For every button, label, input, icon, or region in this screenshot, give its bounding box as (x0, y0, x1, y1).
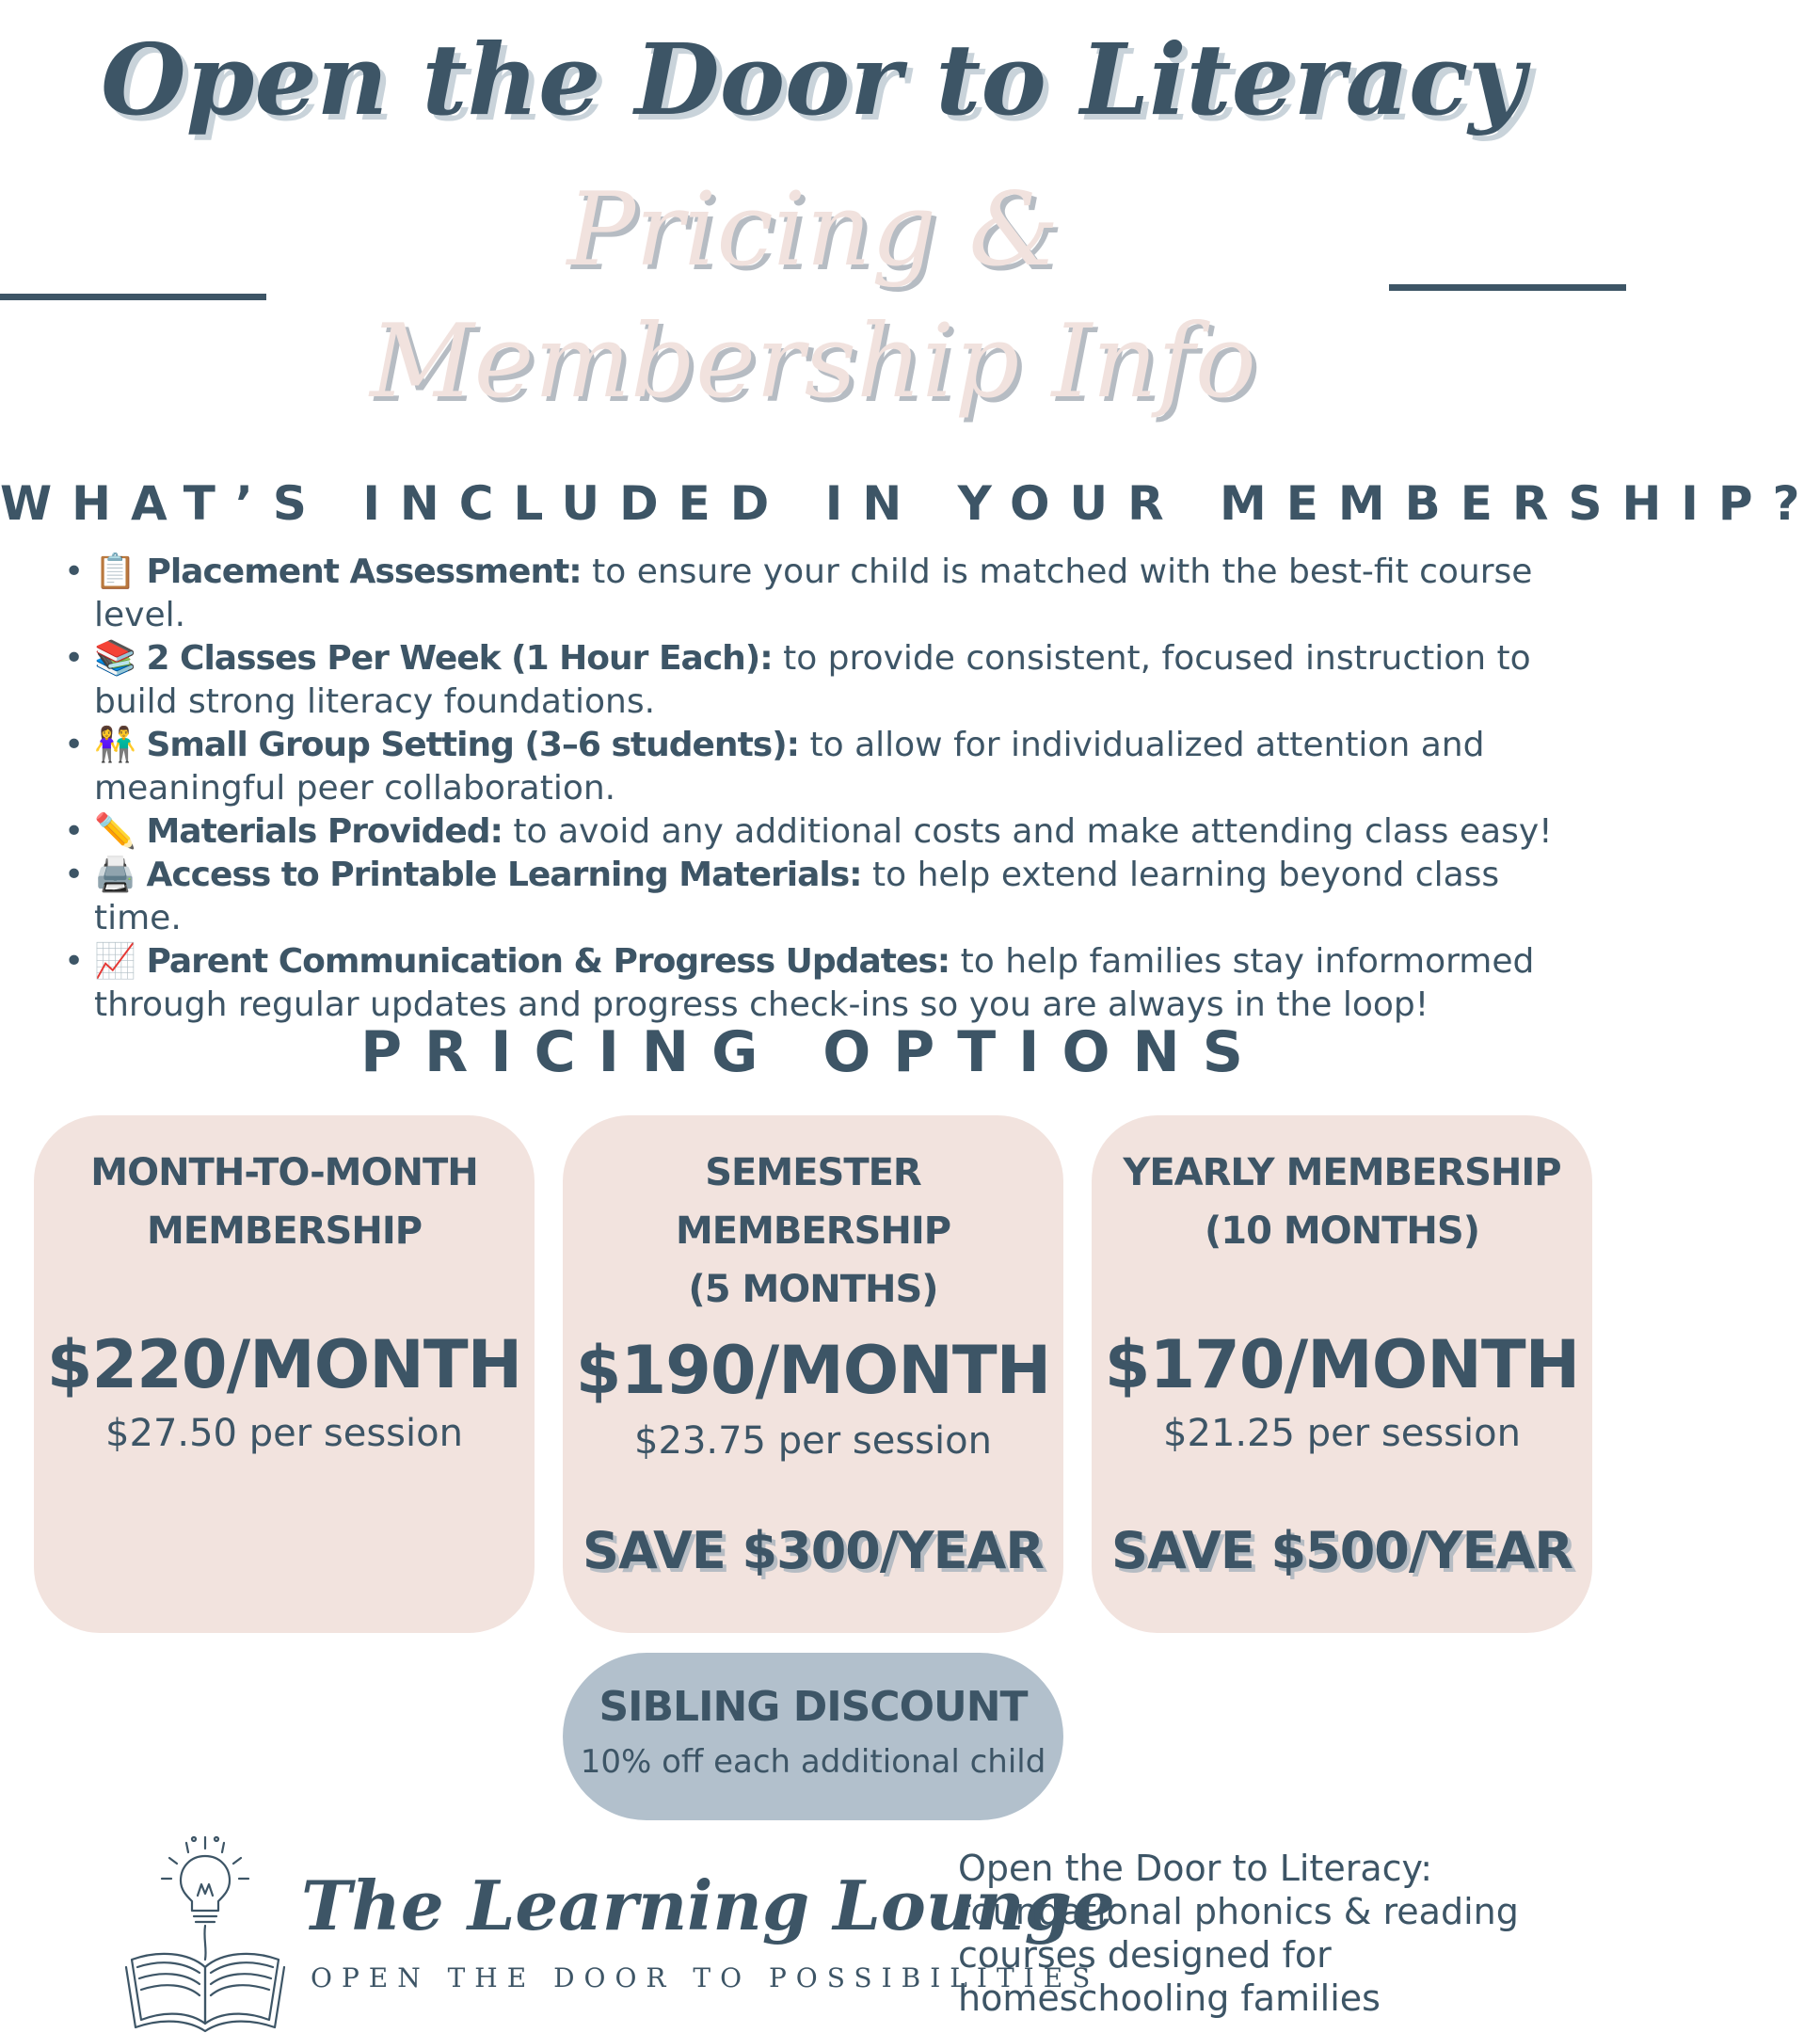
chart-increasing-icon: 📈 (94, 942, 136, 981)
subtitle-line-2: Membership Info (370, 303, 1256, 421)
card-per-session: $27.50 per session (105, 1412, 463, 1455)
feature-text: to allow for individualized attention and meaningful peer collaboration. (94, 726, 1485, 808)
subtitle-line-1: Pricing & (567, 171, 1060, 289)
feature-item: • 👫 Small Group Setting (3–6 students): to allow for individualized attention and meaningful peer collaboration. (64, 726, 1485, 808)
brand-tagline: OPEN THE DOOR TO POSSIBILITIES (311, 1962, 1100, 1993)
pricing-card-yearly (1092, 1115, 1592, 1633)
card-per-session: $23.75 per session (634, 1419, 992, 1463)
feature-text: to ensure your child is matched with the best-fit course level. (94, 552, 1533, 634)
feature-title: Access to Printable Learning Materials: (146, 856, 862, 894)
card-price: $170/MONTH (1104, 1326, 1580, 1403)
feature-title: Materials Provided: (146, 812, 503, 851)
pricing-heading: PRICING OPTIONS (360, 1019, 1266, 1085)
pricing-card-semester (563, 1115, 1063, 1633)
left-divider (0, 294, 266, 300)
card-title: YEARLY MEMBERSHIP (10 MONTHS) (1123, 1151, 1561, 1253)
card-title: SEMESTER MEMBERSHIP (5 MONTHS) (675, 1151, 951, 1311)
sibling-text: 10% off each additional child (580, 1743, 1046, 1781)
feature-title: 2 Classes Per Week (1 Hour Each): (146, 639, 773, 678)
sibling-discount-badge (563, 1653, 1063, 1820)
books-icon: 📚 (94, 639, 136, 678)
main-title: Open the Door to Literacy (101, 22, 1525, 137)
card-title: MONTH-TO-MONTH MEMBERSHIP (90, 1151, 478, 1253)
feature-text: to help families stay informormed through regular updates and progress check-ins so you are always in the loop! (94, 942, 1535, 1024)
feature-text: to provide consistent, focused instruction to build strong literacy foundations. (94, 639, 1531, 721)
feature-text: to avoid any additional costs and make attending class easy! (502, 812, 1553, 851)
included-heading: WHAT’S INCLUDED IN YOUR MEMBERSHIP? (0, 476, 1820, 531)
open-book-lightbulb-icon (113, 1835, 301, 2033)
card-price: $220/MONTH (46, 1326, 522, 1403)
card-per-session: $21.25 per session (1163, 1412, 1521, 1455)
pencil-icon: ✏️ (94, 812, 136, 851)
feature-item: • ✏️ Materials Provided: to avoid any additional costs and make attending class easy! (56, 810, 1590, 854)
feature-text: to help extend learning beyond class time. (94, 856, 1500, 937)
sibling-title: SIBLING DISCOUNT (599, 1683, 1028, 1731)
card-price: $190/MONTH (575, 1332, 1051, 1409)
feature-title: Parent Communication & Progress Updates: (146, 942, 950, 981)
footer-description: Open the Door to Literacy: foundational phonics & reading courses designed for homeschooling families (958, 1848, 1519, 2019)
students-icon: 👫 (94, 726, 136, 764)
feature-title: Small Group Setting (3–6 students): (146, 726, 800, 764)
feature-title: Placement Assessment: (146, 552, 582, 591)
card-savings: SAVE $300/YEAR (583, 1521, 1044, 1580)
brand-name: The Learning Lounge (301, 1865, 1115, 1945)
feature-item: • 📚 2 Classes Per Week (1 Hour Each): to provide consistent, focused instruction to build strong literacy foundations. (64, 639, 1531, 721)
feature-item: • 📈 Parent Communication & Progress Updates: to help families stay informormed through regular updates and progress check-ins so you are always in the loop! (64, 942, 1535, 1024)
pricing-card-month-to-month (34, 1115, 535, 1633)
features-list (56, 551, 1590, 1027)
feature-item: • 🖨️ Access to Printable Learning Materials: to help extend learning beyond class time. (64, 856, 1500, 937)
feature-item: • 📋 Placement Assessment: to ensure your child is matched with the best-fit course level. (64, 552, 1533, 634)
printer-icon: 🖨️ (94, 856, 136, 894)
clipboard-icon: 📋 (94, 552, 136, 591)
card-savings: SAVE $500/YEAR (1111, 1521, 1573, 1580)
